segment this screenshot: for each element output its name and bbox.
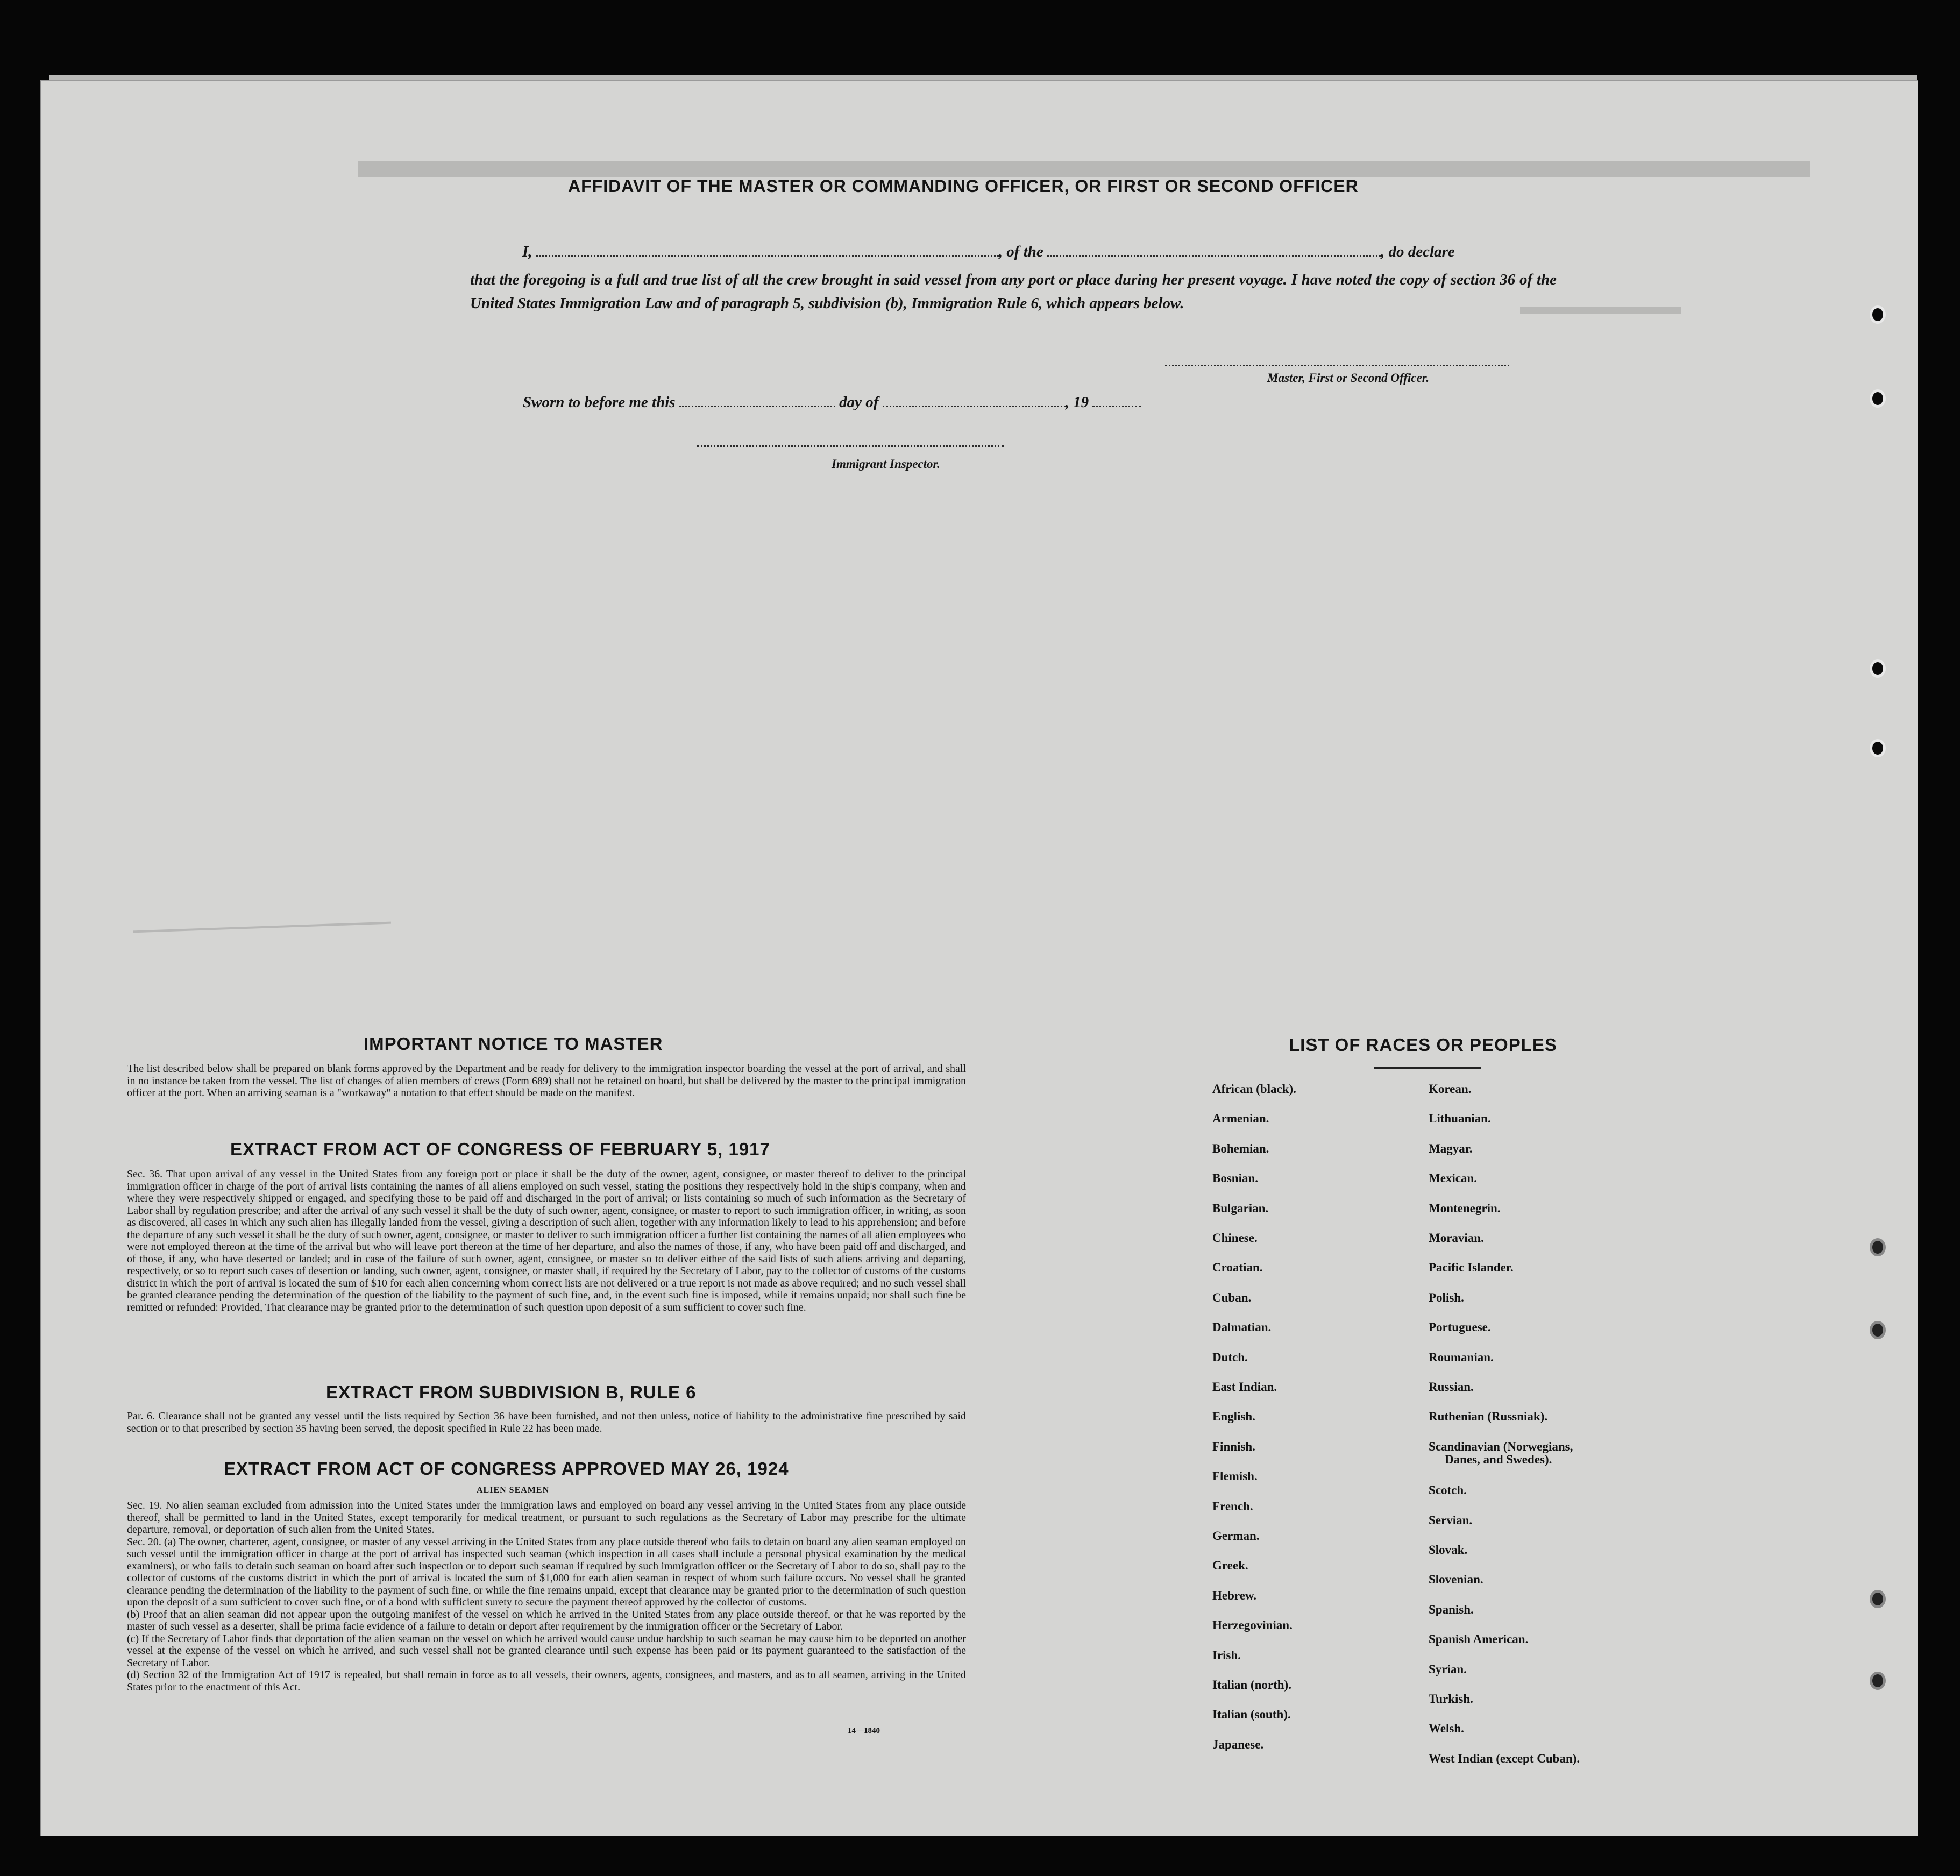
race-left-11: English. (1212, 1410, 1255, 1424)
punch-hole (1870, 305, 1886, 324)
race-right-1: Lithuanian. (1429, 1112, 1491, 1126)
master-signature-line (1165, 365, 1509, 366)
inspector-signature-line (697, 445, 1004, 447)
race-left-1: Armenian. (1212, 1112, 1269, 1126)
sworn-day-field (679, 406, 835, 407)
punch-hole (1870, 1672, 1886, 1690)
sworn-year-label: , 19 (1065, 394, 1089, 411)
alien-seamen-subtitle: ALIEN SEAMEN (477, 1486, 550, 1495)
punch-hole (1870, 1238, 1886, 1256)
race-right-8: Portuguese. (1429, 1320, 1491, 1334)
races-title: LIST OF RACES OR PEOPLES (1289, 1035, 1557, 1055)
extract-rule6-body: Par. 6. Clearance shall not be granted any vessel until the lists required by Section 36 have been furnished, and not then unless, notice of liability to the administrative fine prescribed by said section or to that prescribed by section 35 having been served, the deposit specified in Rule 22 has been made. (127, 1410, 966, 1434)
race-left-9: Dutch. (1212, 1350, 1248, 1364)
races-title-rule (1374, 1067, 1481, 1069)
affidavit-declare-label: , do declare (1381, 243, 1455, 260)
sworn-year-field (1092, 406, 1141, 407)
extract-1917-body: Sec. 36. That upon arrival of any vessel in the United States from any foreign port or place it shall be the duty of the owner, agent, consignee, or master thereof to deliver to the principal immigration officer in charge of the port of arrival lists containing the names of all aliens employed on such vessel, stating the positions they respectively hold in the ship's company, when and where they were respectively shipped or engaged, and specifying those to be paid off and discharged in the port of arrival; or lists containing so much of such information as the Secretary of Labor shall by regulation prescribe; and after the arrival of any such vessel it shall be the duty of such owner, agent, consignee, or master to report to such immigration officer, in writing, as soon as discovered, all cases in which any such alien has illegally landed from the vessel, giving a description of such alien, together with any information likely to lead to his apprehension; and before the departure of any such vessel it shall be the duty of such owner, agent, consignee, or master to deliver to such immigration officer a further list containing the names of all alien employees who were not employed thereon at the time of the arrival but who will leave port thereon at the time of her departure, and also the names of those, if any, who have been paid off and discharged, and of those, if any, who have deserted or landed; and in case of the failure of such owner, agent, consignee, or master so to deliver either of the said lists of such aliens arriving and departing, respectively, or so to report such cases of desertion or landing, such owner, agent, consignee, or master shall, if required by the Secretary of Labor, pay to the collector of customs of the customs district in which the port of arrival is located the sum of $10 for each alien concerning whom correct lists are not delivered or a true report is not made as above required; and no such vessel shall be granted clearance pending the determination of the question of the liability to the payment of such fine, and, in the event such fine is imposed, while it remains unpaid; nor shall such fine be remitted or refunded: Provided, That clearance may be granted prior to the determination of such question upon deposit of a sum sufficient to cover such fine. (127, 1168, 966, 1313)
race-right-3: Mexican. (1429, 1171, 1478, 1185)
sworn-label: Sworn to before me this (523, 394, 676, 411)
affidavit-body: that the foregoing is a full and true list of all the crew brought in said vessel from any port or place during her present voyage. I have noted the copy of section 36 of the United States Immigration Law and of paragraph 5, subdivision (b), Immigration Rule 6, which appears below. (470, 271, 1557, 312)
race-left-8: Dalmatian. (1212, 1320, 1272, 1334)
race-right-17: Slovenian. (1429, 1573, 1483, 1587)
race-right-20: Syrian. (1429, 1662, 1467, 1676)
race-right-13: Danes, and Swedes). (1445, 1452, 1552, 1466)
race-right-14: Scotch. (1429, 1483, 1467, 1497)
affidavit-title: AFFIDAVIT OF THE MASTER OR COMMANDING OFFICER, OR FIRST OR SECOND OFFICER (568, 176, 1359, 196)
sec19-paragraph: Sec. 19. No alien seaman excluded from admission into the United States under the immigration laws and employed on board any vessel arriving in the United States from any place outside thereof, shall be permitted to land in the United States, except temporarily for medical treatment, or pursuant to such regulations as the Secretary of Labor may prescribe for the ultimate departure, removal, or deportation of such alien from the United States. (127, 1500, 966, 1536)
race-right-11: Ruthenian (Russniak). (1429, 1410, 1548, 1424)
punch-hole (1870, 739, 1886, 757)
manifest-back-page (40, 80, 1918, 1836)
notice-body: The list described below shall be prepared on blank forms approved by the Department and be ready for delivery to the immigration inspector boarding the vessel at the port of arrival, and shall in no instance be taken from the vessel. The list of changes of alien members of crews (Form 689) shall not be retained on board, but shall be delivered by the master to the principal immigration officer at the port. When an arriving seaman is a "workaway" a notation to that effect should be made on the manifest. (127, 1063, 966, 1099)
punch-hole (1870, 659, 1886, 678)
race-left-16: Greek. (1212, 1559, 1248, 1573)
race-left-19: Irish. (1212, 1648, 1241, 1662)
race-right-22: Welsh. (1429, 1722, 1464, 1736)
sec20c-paragraph: (c) If the Secretary of Labor finds that deportation of the alien seaman on the vessel on which he arrived would cause undue hardship to such seaman he may cause him to be deported on another vessel at the expense of the vessel on which he arrived, and such vessel shall not be granted clearance until such expense has been paid or its payment guaranteed to the satisfaction of the Secretary of Labor. (127, 1632, 966, 1669)
race-right-9: Roumanian. (1429, 1350, 1494, 1364)
sec20d-paragraph: (d) Section 32 of the Immigration Act of 1917 is repealed, but shall remain in force as to all vessels, their owners, agents, consignees, and masters, and as to all seamen, arriving in the United States prior to the enactment of this Act. (127, 1669, 966, 1693)
race-left-7: Cuban. (1212, 1290, 1252, 1304)
faint-handwriting (132, 890, 391, 933)
race-left-22: Japanese. (1212, 1737, 1264, 1751)
extract-1924-title: EXTRACT FROM ACT OF CONGRESS APPROVED MAY 26, 1924 (224, 1459, 789, 1479)
race-right-19: Spanish American. (1429, 1632, 1529, 1646)
punch-hole (1870, 1321, 1886, 1339)
race-right-16: Slovak. (1429, 1543, 1468, 1557)
race-left-2: Bohemian. (1212, 1141, 1269, 1155)
race-left-21: Italian (south). (1212, 1708, 1291, 1722)
race-right-7: Polish. (1429, 1290, 1464, 1304)
race-right-21: Turkish. (1429, 1692, 1473, 1706)
race-right-10: Russian. (1429, 1380, 1474, 1394)
sec20b-paragraph: (b) Proof that an alien seaman did not appear upon the outgoing manifest of the vessel on which he arrived in the United States from any place outside thereof, or that he was reported by the master of such vessel as a deserter, shall be prima facie evidence of a failure to detain or deport after requirement by the immigration officer or the Secretary of Labor. (127, 1608, 966, 1632)
master-signature-label: Master, First or Second Officer. (1267, 371, 1430, 385)
race-left-14: French. (1212, 1499, 1253, 1513)
race-right-23: West Indian (except Cuban). (1429, 1751, 1580, 1765)
race-right-4: Montenegrin. (1429, 1201, 1501, 1215)
sworn-day-label: day of (839, 394, 879, 411)
sworn-month-field (883, 406, 1066, 407)
race-left-3: Bosnian. (1212, 1171, 1259, 1185)
affidavit-line1 (522, 243, 1455, 261)
race-left-0: African (black). (1212, 1082, 1296, 1096)
affidavit-of-the-label: , of the (998, 243, 1043, 260)
race-right-12: Scandinavian (Norwegians, (1429, 1439, 1573, 1453)
race-left-6: Croatian. (1212, 1261, 1263, 1275)
race-left-5: Chinese. (1212, 1231, 1258, 1245)
race-left-4: Bulgarian. (1212, 1201, 1269, 1215)
inspector-signature-label: Immigrant Inspector. (832, 457, 940, 471)
punch-hole (1870, 1590, 1886, 1608)
race-left-18: Herzegovinian. (1212, 1618, 1293, 1632)
sec20a-paragraph: Sec. 20. (a) The owner, charterer, agent, consignee, or master of any vessel arriving in the United States from any place outside thereof who fails to detain on board any alien seaman employed on such vessel until the immigration officer in charge at the port of arrival has inspected such seaman (which inspection in all cases shall include a personal physical examination by the medical examiners), or who fails to detain such seaman on board after such inspection or to deport such seaman if required by such immigration officer or the Secretary of Labor to do so, shall pay to the collector of customs of the customs district in which the port of arrival is located the sum of $1,000 for each alien seaman in respect of whom such failure occurs. No vessel shall be granted clearance pending the determination of the liability to the payment of such fine, or while the fine remains unpaid, except that clearance may be granted prior to the determination of such question upon the deposit of a sum sufficient to cover such fine, or of a bond with sufficient surety to secure the payment thereof approved by the collector of customs. (127, 1536, 966, 1608)
vessel-name-field (1047, 255, 1381, 257)
affidavit-i-label: I, (522, 243, 532, 260)
race-right-6: Pacific Islander. (1429, 1261, 1514, 1275)
sworn-line (523, 394, 1141, 411)
race-left-17: Hebrew. (1212, 1588, 1256, 1602)
race-right-18: Spanish. (1429, 1602, 1474, 1616)
race-left-13: Flemish. (1212, 1469, 1258, 1483)
form-number: 14—1840 (848, 1726, 880, 1735)
race-right-0: Korean. (1429, 1082, 1472, 1096)
race-right-2: Magyar. (1429, 1141, 1473, 1155)
notice-title: IMPORTANT NOTICE TO MASTER (364, 1034, 663, 1054)
race-left-12: Finnish. (1212, 1439, 1255, 1453)
race-right-5: Moravian. (1429, 1231, 1484, 1245)
extract-rule6-title: EXTRACT FROM SUBDIVISION B, RULE 6 (326, 1382, 697, 1402)
extract-1924-body (127, 1500, 966, 1693)
race-left-10: East Indian. (1212, 1380, 1277, 1394)
race-left-20: Italian (north). (1212, 1678, 1291, 1692)
punch-hole (1870, 389, 1886, 408)
extract-1917-title: EXTRACT FROM ACT OF CONGRESS OF FEBRUARY 5, 1917 (230, 1139, 770, 1159)
declarant-name-field (536, 255, 999, 257)
race-left-15: German. (1212, 1529, 1260, 1543)
race-right-15: Servian. (1429, 1513, 1473, 1527)
